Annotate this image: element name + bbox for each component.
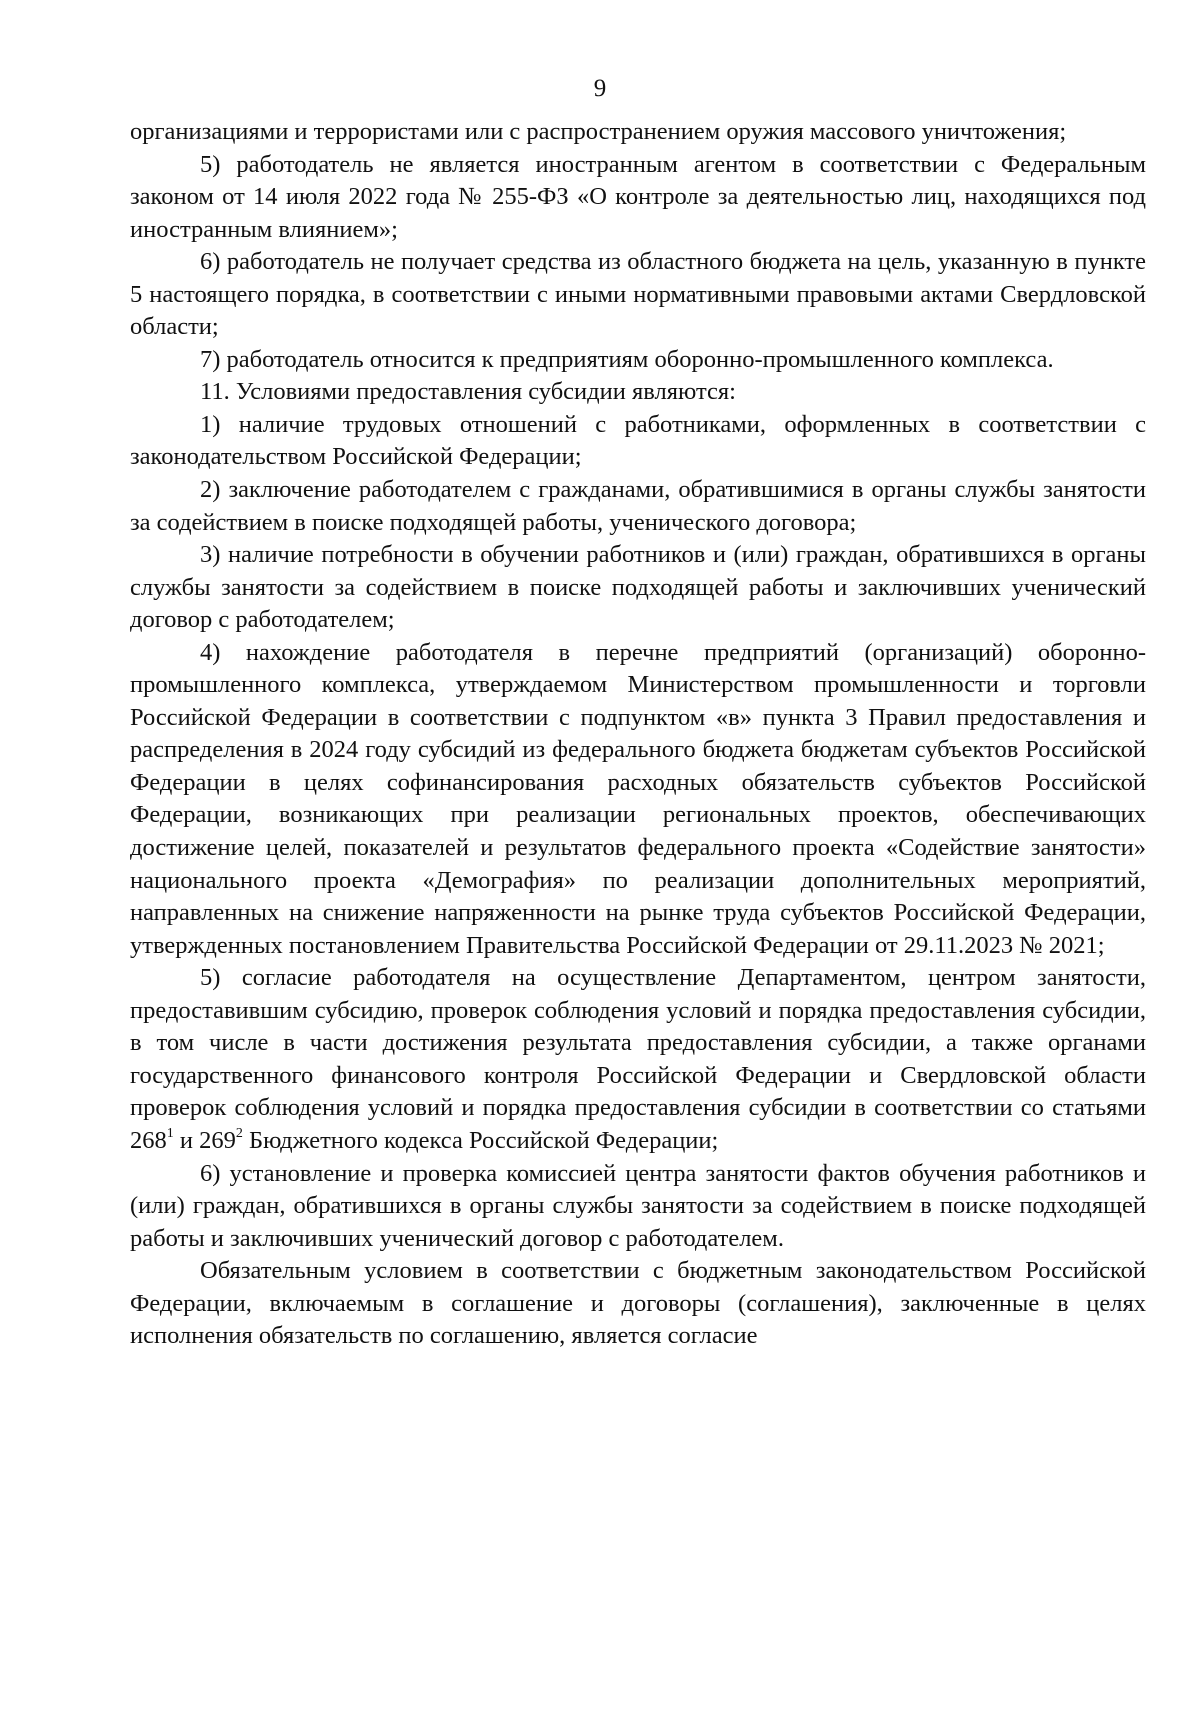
paragraph-condition-4: 4) нахождение работодателя в перечне предприятий (организаций) оборонно-промышленного комплекса, утверждаемом Министерством промышленности и торговли Российской Федерации в соответствии с подпунктом «в» пункта 3 Правил предоставления и распределения в 2024 году субсидий из федерального бюджета бюджетам субъектов Российской Федерации в целях софинансирования расходных обязательств субъектов Российской Федерации, возникающих при реализации региональных проектов, обеспечивающих достижение целей, показателей и результатов федерального проекта «Содействие занятости» национального проекта «Демография» по реализации дополнительных мероприятий, направленных на снижение напряженности на рынке труда субъектов Российской Федерации, утвержденных постановлением Правительства Российской Федерации от 29.11.2023 № 2021; xyxy=(130,638,1146,959)
paragraph-continuation: организациями и террористами или с распространением оружия массового уничтожения; xyxy=(130,118,1067,145)
document-body xyxy=(130,116,1146,1353)
paragraph-condition-5 xyxy=(130,962,1146,1157)
paragraph-item-7-defense: 7) работодатель относится к предприятиям оборонно-промышленного комплекса. xyxy=(200,345,1054,373)
paragraph-condition-1: 1) наличие трудовых отношений с работниками, оформленных в соответствии с законодательством Российской Федерации; xyxy=(130,410,1146,471)
page-number: 9 xyxy=(593,75,607,102)
superscript-2: 2 xyxy=(235,1125,243,1141)
superscript-1: 1 xyxy=(166,1125,174,1141)
paragraph-mandatory-condition: Обязательным условием в соответствии с бюджетным законодательством Российской Федерации, включаемым в соглашение и договоры (соглашения), заключенные в целях исполнения обязательств по соглашению, является согласие xyxy=(130,1257,1146,1350)
condition-5-end: Бюджетного кодекса Российской Федерации; xyxy=(242,1126,719,1154)
paragraph-section-11-heading: 11. Условиями предоставления субсидии являются: xyxy=(200,378,736,406)
condition-5-text: 5) согласие работодателя на осуществление Департаментом, центром занятости, предоставившим субсидию, проверок соблюдения условий и порядка предоставления субсидии, в том числе в части достижения результата предоставления субсидии, а также органами государственного финансового контроля Российской Федерации и Свердловской области проверок соблюдения условий и порядка предоставления субсидии в соответствии со статьями 268 xyxy=(130,964,1146,1154)
paragraph-condition-6: 6) установление и проверка комиссией центра занятости фактов обучения работников и (или) граждан, обратившихся в органы службы занятости за содействием в поиске подходящей работы и заключивших ученический договор с работодателем. xyxy=(130,1159,1146,1252)
paragraph-item-6-budget: 6) работодатель не получает средства из областного бюджета на цель, указанную в пункте 5 настоящего порядка, в соответствии с иными нормативными правовыми актами Свердловской области; xyxy=(130,248,1146,341)
paragraph-condition-2: 2) заключение работодателем с гражданами, обратившимися в органы службы занятости за содействием в поиске подходящей работы, ученического договора; xyxy=(130,476,1146,536)
condition-5-between: и 269 xyxy=(173,1126,236,1154)
paragraph-item-5-foreign-agent: 5) работодатель не является иностранным агентом в соответствии с Федеральным законом от 14 июля 2022 года № 255-ФЗ «О контроле за деятельностью лиц, находящихся под иностранным влиянием»; xyxy=(130,150,1146,243)
paragraph-condition-3: 3) наличие потребности в обучении работников и (или) граждан, обратившихся в органы службы занятости за содействием в поиске подходящей работы и заключивших ученический договор с работодателем; xyxy=(130,541,1146,634)
